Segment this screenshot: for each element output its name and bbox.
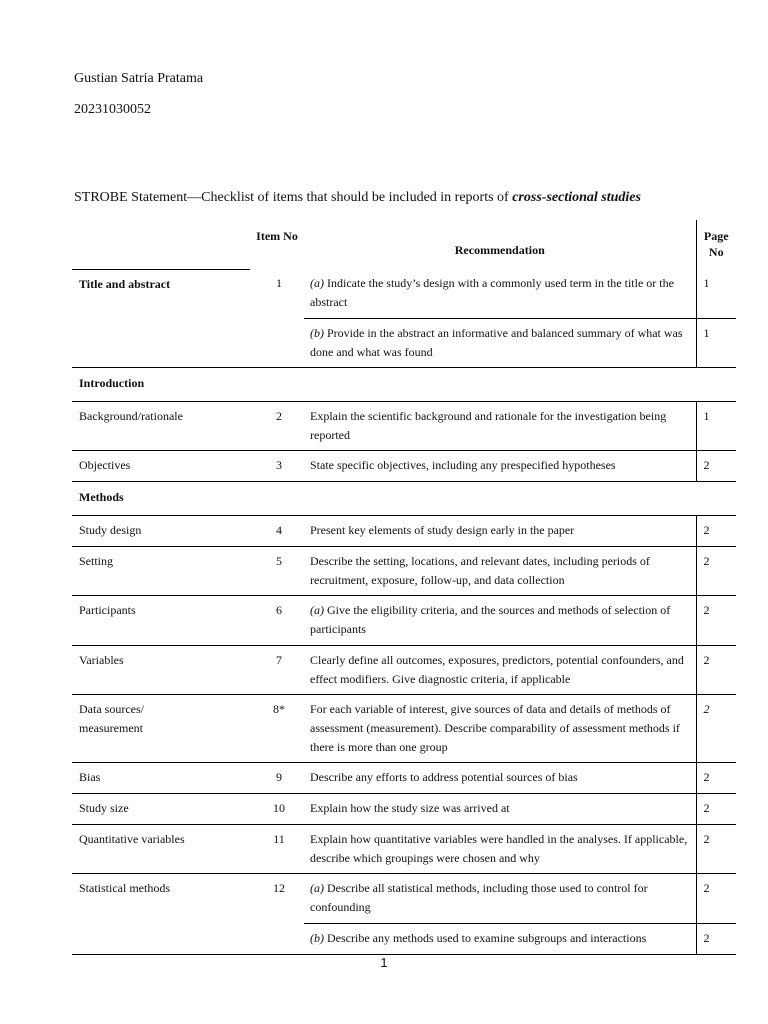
item-number: 1 — [250, 269, 304, 367]
table-row — [72, 401, 736, 450]
recommendation-text: (a) Indicate the study’s design with a commonly used term in the title or the abstract — [304, 269, 696, 318]
page-number: 1 — [696, 269, 736, 318]
student-id: 20231030052 — [74, 102, 151, 117]
recommendation-text: Describe any efforts to address potential sources of bias — [304, 762, 696, 793]
row-label: Variables — [72, 645, 250, 694]
page-footer-number: 1 — [380, 955, 388, 970]
recommendation-text: State specific objectives, including any prespecified hypotheses — [304, 450, 696, 481]
section-heading-methods: Methods — [72, 481, 736, 515]
recommendation-text: Explain how the study size was arrived at — [304, 793, 696, 824]
row-label: Bias — [72, 762, 250, 793]
item-number: 8* — [250, 694, 304, 762]
item-number: 10 — [250, 793, 304, 824]
item-number: 9 — [250, 762, 304, 793]
recommendation-text: Present key elements of study design early in the paper — [304, 515, 696, 546]
table-row — [72, 694, 736, 762]
recommendation-text: Explain how quantitative variables were handled in the analyses. If applicable, describe which groupings were chosen and why — [304, 824, 696, 873]
section-heading-row — [72, 367, 736, 401]
header-item-no: Item No — [256, 229, 298, 243]
strobe-checklist-table — [72, 220, 736, 955]
section-heading-row — [72, 481, 736, 515]
document-title: STROBE Statement—Checklist of items that should be included in reports of cross-sectional studies — [74, 190, 641, 205]
page-number: 2 — [696, 450, 736, 481]
header-recommendation: Recommendation — [454, 243, 545, 257]
recommendation-text: For each variable of interest, give sources of data and details of methods of assessment (measurement). Describe comparability of assessment methods if there is more than one group — [304, 694, 696, 762]
page-number: 1 — [696, 401, 736, 450]
item-number: 7 — [250, 645, 304, 694]
table-row — [72, 269, 736, 318]
recommendation-text: Clearly define all outcomes, exposures, predictors, potential confounders, and effect modifiers. Give diagnostic criteria, if applicable — [304, 645, 696, 694]
table-row — [72, 762, 736, 793]
item-number: 4 — [250, 515, 304, 546]
page-number: 2 — [696, 645, 736, 694]
row-label: Objectives — [72, 450, 250, 481]
recommendation-text: (a) Give the eligibility criteria, and the sources and methods of selection of participants — [304, 595, 696, 645]
row-label-title-abstract: Title and abstract — [72, 269, 250, 367]
item-number: 11 — [250, 824, 304, 873]
author-name: Gustian Satria Pratama — [74, 71, 204, 86]
row-label: Data sources/ measurement — [72, 694, 250, 762]
header-page-no: Page No — [696, 220, 736, 269]
item-number: 12 — [250, 873, 304, 954]
table-row — [72, 645, 736, 694]
item-number: 2 — [250, 401, 304, 450]
row-label: Setting — [72, 546, 250, 595]
section-heading-introduction: Introduction — [72, 367, 736, 401]
item-number: 3 — [250, 450, 304, 481]
page-number: 2 — [696, 595, 736, 645]
table-row — [72, 595, 736, 645]
page-number: 2 — [696, 873, 736, 923]
recommendation-text: Describe the setting, locations, and relevant dates, including periods of recruitment, exposure, follow-up, and data collection — [304, 546, 696, 595]
recommendation-text: (b) Describe any methods used to examine subgroups and interactions — [304, 923, 696, 954]
page-number: 2 — [696, 762, 736, 793]
recommendation-text: Explain the scientific background and rationale for the investigation being reported — [304, 401, 696, 450]
row-label: Statistical methods — [72, 873, 250, 954]
row-label: Study size — [72, 793, 250, 824]
row-label: Study design — [72, 515, 250, 546]
table-row — [72, 873, 736, 923]
row-label: Quantitative variables — [72, 824, 250, 873]
table-row — [72, 515, 736, 546]
page-number: 2 — [696, 793, 736, 824]
table-row — [72, 824, 736, 873]
page-number: 1 — [696, 318, 736, 367]
row-label: Background/rationale — [72, 401, 250, 450]
page-number: 2 — [696, 515, 736, 546]
title-emphasis: cross-sectional studies — [512, 190, 641, 205]
table-row — [72, 793, 736, 824]
recommendation-text: (b) Provide in the abstract an informative and balanced summary of what was done and what was found — [304, 318, 696, 367]
row-label: Participants — [72, 595, 250, 645]
table-row — [72, 450, 736, 481]
page-number: 2 — [696, 923, 736, 954]
page-number: 2 — [696, 824, 736, 873]
item-number: 6 — [250, 595, 304, 645]
table-row — [72, 546, 736, 595]
recommendation-text: (a) Describe all statistical methods, including those used to control for confounding — [304, 873, 696, 923]
item-number: 5 — [250, 546, 304, 595]
page-number: 2 — [696, 694, 736, 762]
page-number: 2 — [696, 546, 736, 595]
